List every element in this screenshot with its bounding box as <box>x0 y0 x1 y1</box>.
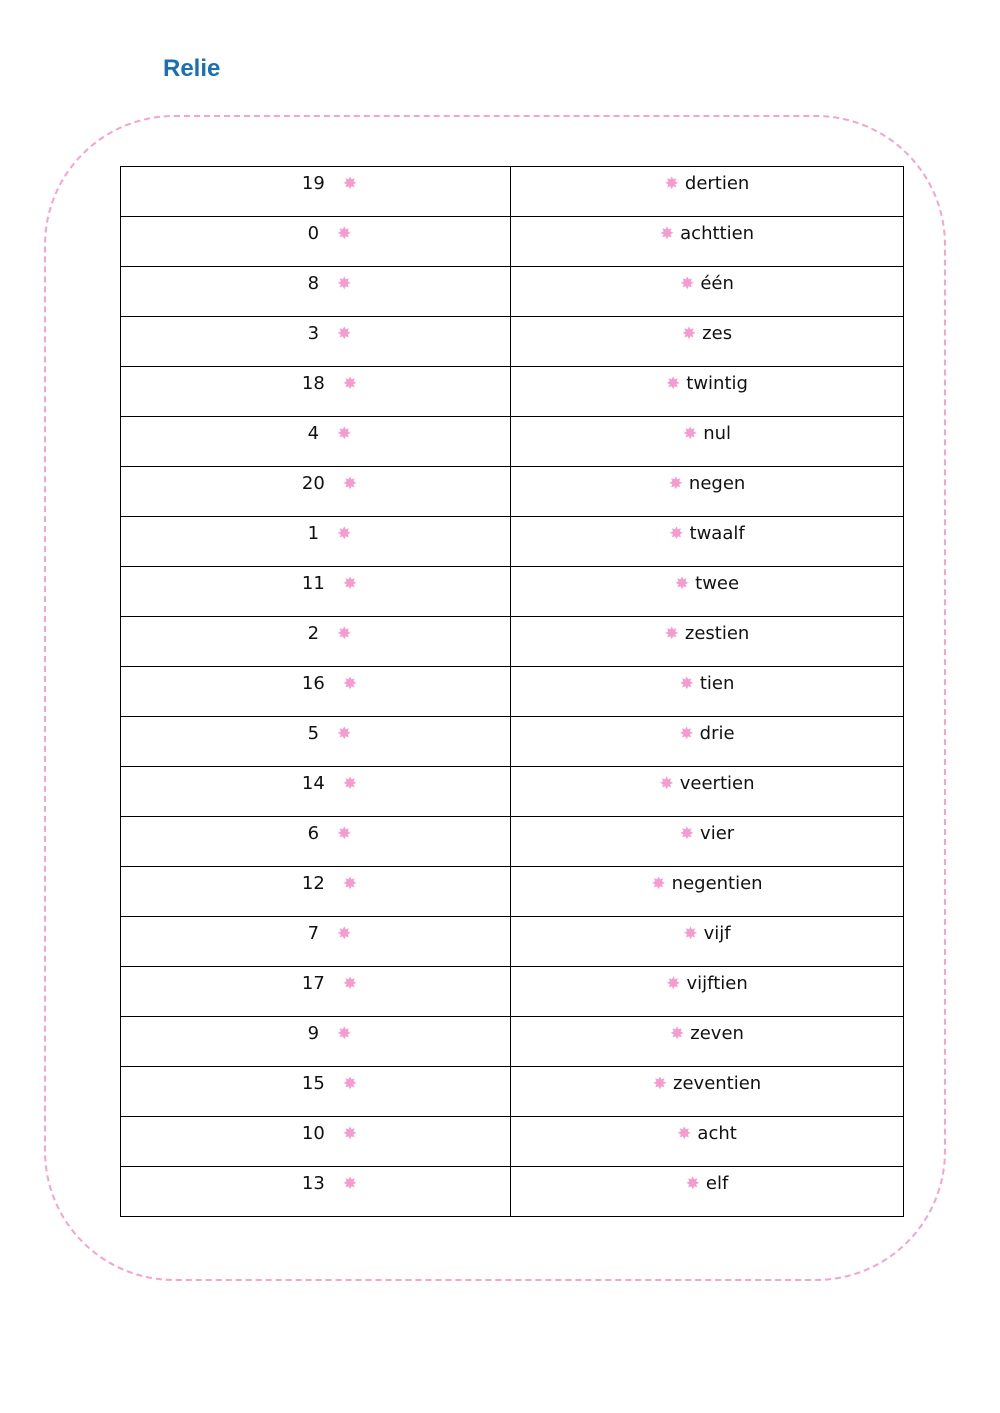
number-label: 15 <box>301 1073 325 1094</box>
match-point-left[interactable]: ✸ <box>337 924 352 944</box>
number-label: 18 <box>301 373 325 394</box>
word-label: zeventien <box>673 1073 762 1094</box>
word-label: vier <box>700 823 735 844</box>
table-row <box>121 767 904 817</box>
match-point-left[interactable]: ✸ <box>342 374 358 394</box>
match-point-left[interactable]: ✸ <box>337 1024 352 1044</box>
number-label: 9 <box>307 1023 320 1044</box>
word-label: negen <box>688 473 746 494</box>
word-cell <box>511 267 904 317</box>
match-point-right[interactable]: ✸ <box>679 824 695 844</box>
match-point-left[interactable]: ✸ <box>342 574 358 594</box>
number-cell <box>121 1067 511 1117</box>
table-row <box>121 567 904 617</box>
number-label: 0 <box>307 223 320 244</box>
number-cell <box>121 1117 511 1167</box>
number-cell <box>121 467 511 517</box>
match-point-right[interactable]: ✸ <box>685 1174 700 1194</box>
word-label: vijftien <box>686 973 748 994</box>
number-label: 10 <box>301 1123 325 1144</box>
word-cell <box>511 767 904 817</box>
match-point-right[interactable]: ✸ <box>681 324 697 344</box>
match-point-right[interactable]: ✸ <box>682 424 698 444</box>
match-point-right[interactable]: ✸ <box>679 674 694 694</box>
match-point-left[interactable]: ✸ <box>342 1074 358 1094</box>
word-label: zes <box>702 323 733 344</box>
word-label: vijf <box>703 923 731 944</box>
match-point-left[interactable]: ✸ <box>342 674 358 694</box>
word-label: één <box>700 273 734 294</box>
match-point-left[interactable]: ✸ <box>342 1174 358 1194</box>
match-point-right[interactable]: ✸ <box>664 174 679 194</box>
match-point-right[interactable]: ✸ <box>668 474 683 494</box>
table-row <box>121 367 904 417</box>
number-label: 1 <box>307 523 320 544</box>
table-row <box>121 667 904 717</box>
word-label: twintig <box>686 373 748 394</box>
number-cell <box>121 367 511 417</box>
table-row <box>121 1167 904 1217</box>
number-cell <box>121 667 511 717</box>
word-label: dertien <box>684 173 750 194</box>
table-row <box>121 967 904 1017</box>
match-point-right[interactable]: ✸ <box>666 374 681 394</box>
match-point-right[interactable]: ✸ <box>670 1024 685 1044</box>
match-point-right[interactable]: ✸ <box>659 224 675 244</box>
word-cell <box>511 517 904 567</box>
number-label: 13 <box>301 1173 325 1194</box>
word-label: drie <box>699 723 735 744</box>
number-cell <box>121 517 511 567</box>
number-label: 4 <box>307 423 320 444</box>
page-title: Relie <box>163 55 221 82</box>
match-point-right[interactable]: ✸ <box>677 1124 692 1144</box>
match-point-right[interactable]: ✸ <box>683 924 698 944</box>
match-point-right[interactable]: ✸ <box>651 874 666 894</box>
match-point-left[interactable]: ✸ <box>337 824 352 844</box>
number-label: 2 <box>307 623 320 644</box>
number-cell <box>121 967 511 1017</box>
number-cell <box>121 867 511 917</box>
number-label: 19 <box>301 173 325 194</box>
number-cell <box>121 217 511 267</box>
match-point-left[interactable]: ✸ <box>337 274 352 294</box>
number-label: 5 <box>307 723 320 744</box>
word-cell <box>511 617 904 667</box>
number-cell <box>121 1017 511 1067</box>
word-cell <box>511 717 904 767</box>
word-cell <box>511 967 904 1017</box>
number-label: 14 <box>301 773 325 794</box>
number-cell <box>121 767 511 817</box>
number-cell <box>121 917 511 967</box>
table-row <box>121 1117 904 1167</box>
table-row <box>121 417 904 467</box>
word-cell <box>511 467 904 517</box>
match-point-right[interactable]: ✸ <box>674 574 690 594</box>
number-cell <box>121 167 511 217</box>
word-cell <box>511 667 904 717</box>
word-cell <box>511 1067 904 1117</box>
table-row <box>121 517 904 567</box>
number-cell <box>121 617 511 667</box>
number-label: 16 <box>301 673 325 694</box>
matching-table <box>120 166 904 1217</box>
word-cell <box>511 1117 904 1167</box>
table-row <box>121 267 904 317</box>
word-cell <box>511 867 904 917</box>
word-label: twee <box>695 573 740 594</box>
word-label: elf <box>705 1173 729 1194</box>
match-point-left[interactable]: ✸ <box>337 624 352 644</box>
number-label: 12 <box>301 873 325 894</box>
number-cell <box>121 817 511 867</box>
match-point-right[interactable]: ✸ <box>664 624 679 644</box>
word-label: zestien <box>684 623 750 644</box>
word-label: negentien <box>671 873 763 894</box>
number-label: 3 <box>307 323 320 344</box>
word-cell <box>511 567 904 617</box>
match-point-right[interactable]: ✸ <box>652 1074 668 1094</box>
word-cell <box>511 367 904 417</box>
word-label: zeven <box>690 1023 744 1044</box>
word-cell <box>511 817 904 867</box>
table-row <box>121 617 904 667</box>
match-point-left[interactable]: ✸ <box>337 324 352 344</box>
match-point-left[interactable]: ✸ <box>342 474 358 494</box>
match-point-left[interactable]: ✸ <box>342 774 358 794</box>
number-cell <box>121 267 511 317</box>
table-row <box>121 167 904 217</box>
number-cell <box>121 717 511 767</box>
word-label: nul <box>703 423 732 444</box>
table-row <box>121 717 904 767</box>
word-cell <box>511 1017 904 1067</box>
table-row <box>121 817 904 867</box>
match-point-left[interactable]: ✸ <box>337 524 352 544</box>
table-row <box>121 867 904 917</box>
match-point-right[interactable]: ✸ <box>666 974 681 994</box>
match-point-left[interactable]: ✸ <box>342 174 358 194</box>
match-point-left[interactable]: ✸ <box>337 224 352 244</box>
number-cell <box>121 317 511 367</box>
match-point-left[interactable]: ✸ <box>337 724 352 744</box>
word-label: achttien <box>680 223 755 244</box>
match-point-right[interactable]: ✸ <box>659 774 674 794</box>
word-cell <box>511 167 904 217</box>
word-label: tien <box>699 673 735 694</box>
table-row <box>121 917 904 967</box>
table-row <box>121 1017 904 1067</box>
number-label: 7 <box>307 923 320 944</box>
word-label: twaalf <box>689 523 745 544</box>
match-point-left[interactable]: ✸ <box>337 424 352 444</box>
table-row <box>121 317 904 367</box>
number-label: 17 <box>301 973 325 994</box>
match-point-left[interactable]: ✸ <box>342 974 358 994</box>
word-label: veertien <box>679 773 755 794</box>
word-cell <box>511 917 904 967</box>
number-cell <box>121 567 511 617</box>
table-row <box>121 217 904 267</box>
match-point-right[interactable]: ✸ <box>669 524 684 544</box>
match-point-left[interactable]: ✸ <box>342 1124 358 1144</box>
word-cell <box>511 417 904 467</box>
word-label: acht <box>697 1123 737 1144</box>
match-point-right[interactable]: ✸ <box>680 274 695 294</box>
number-label: 8 <box>307 273 320 294</box>
table-row <box>121 467 904 517</box>
match-point-left[interactable]: ✸ <box>342 874 358 894</box>
number-cell <box>121 417 511 467</box>
word-cell <box>511 317 904 367</box>
number-label: 11 <box>301 573 325 594</box>
word-cell <box>511 217 904 267</box>
number-label: 6 <box>307 823 320 844</box>
table-row <box>121 1067 904 1117</box>
number-label: 20 <box>301 473 325 494</box>
match-point-right[interactable]: ✸ <box>679 724 694 744</box>
word-cell <box>511 1167 904 1217</box>
number-cell <box>121 1167 511 1217</box>
